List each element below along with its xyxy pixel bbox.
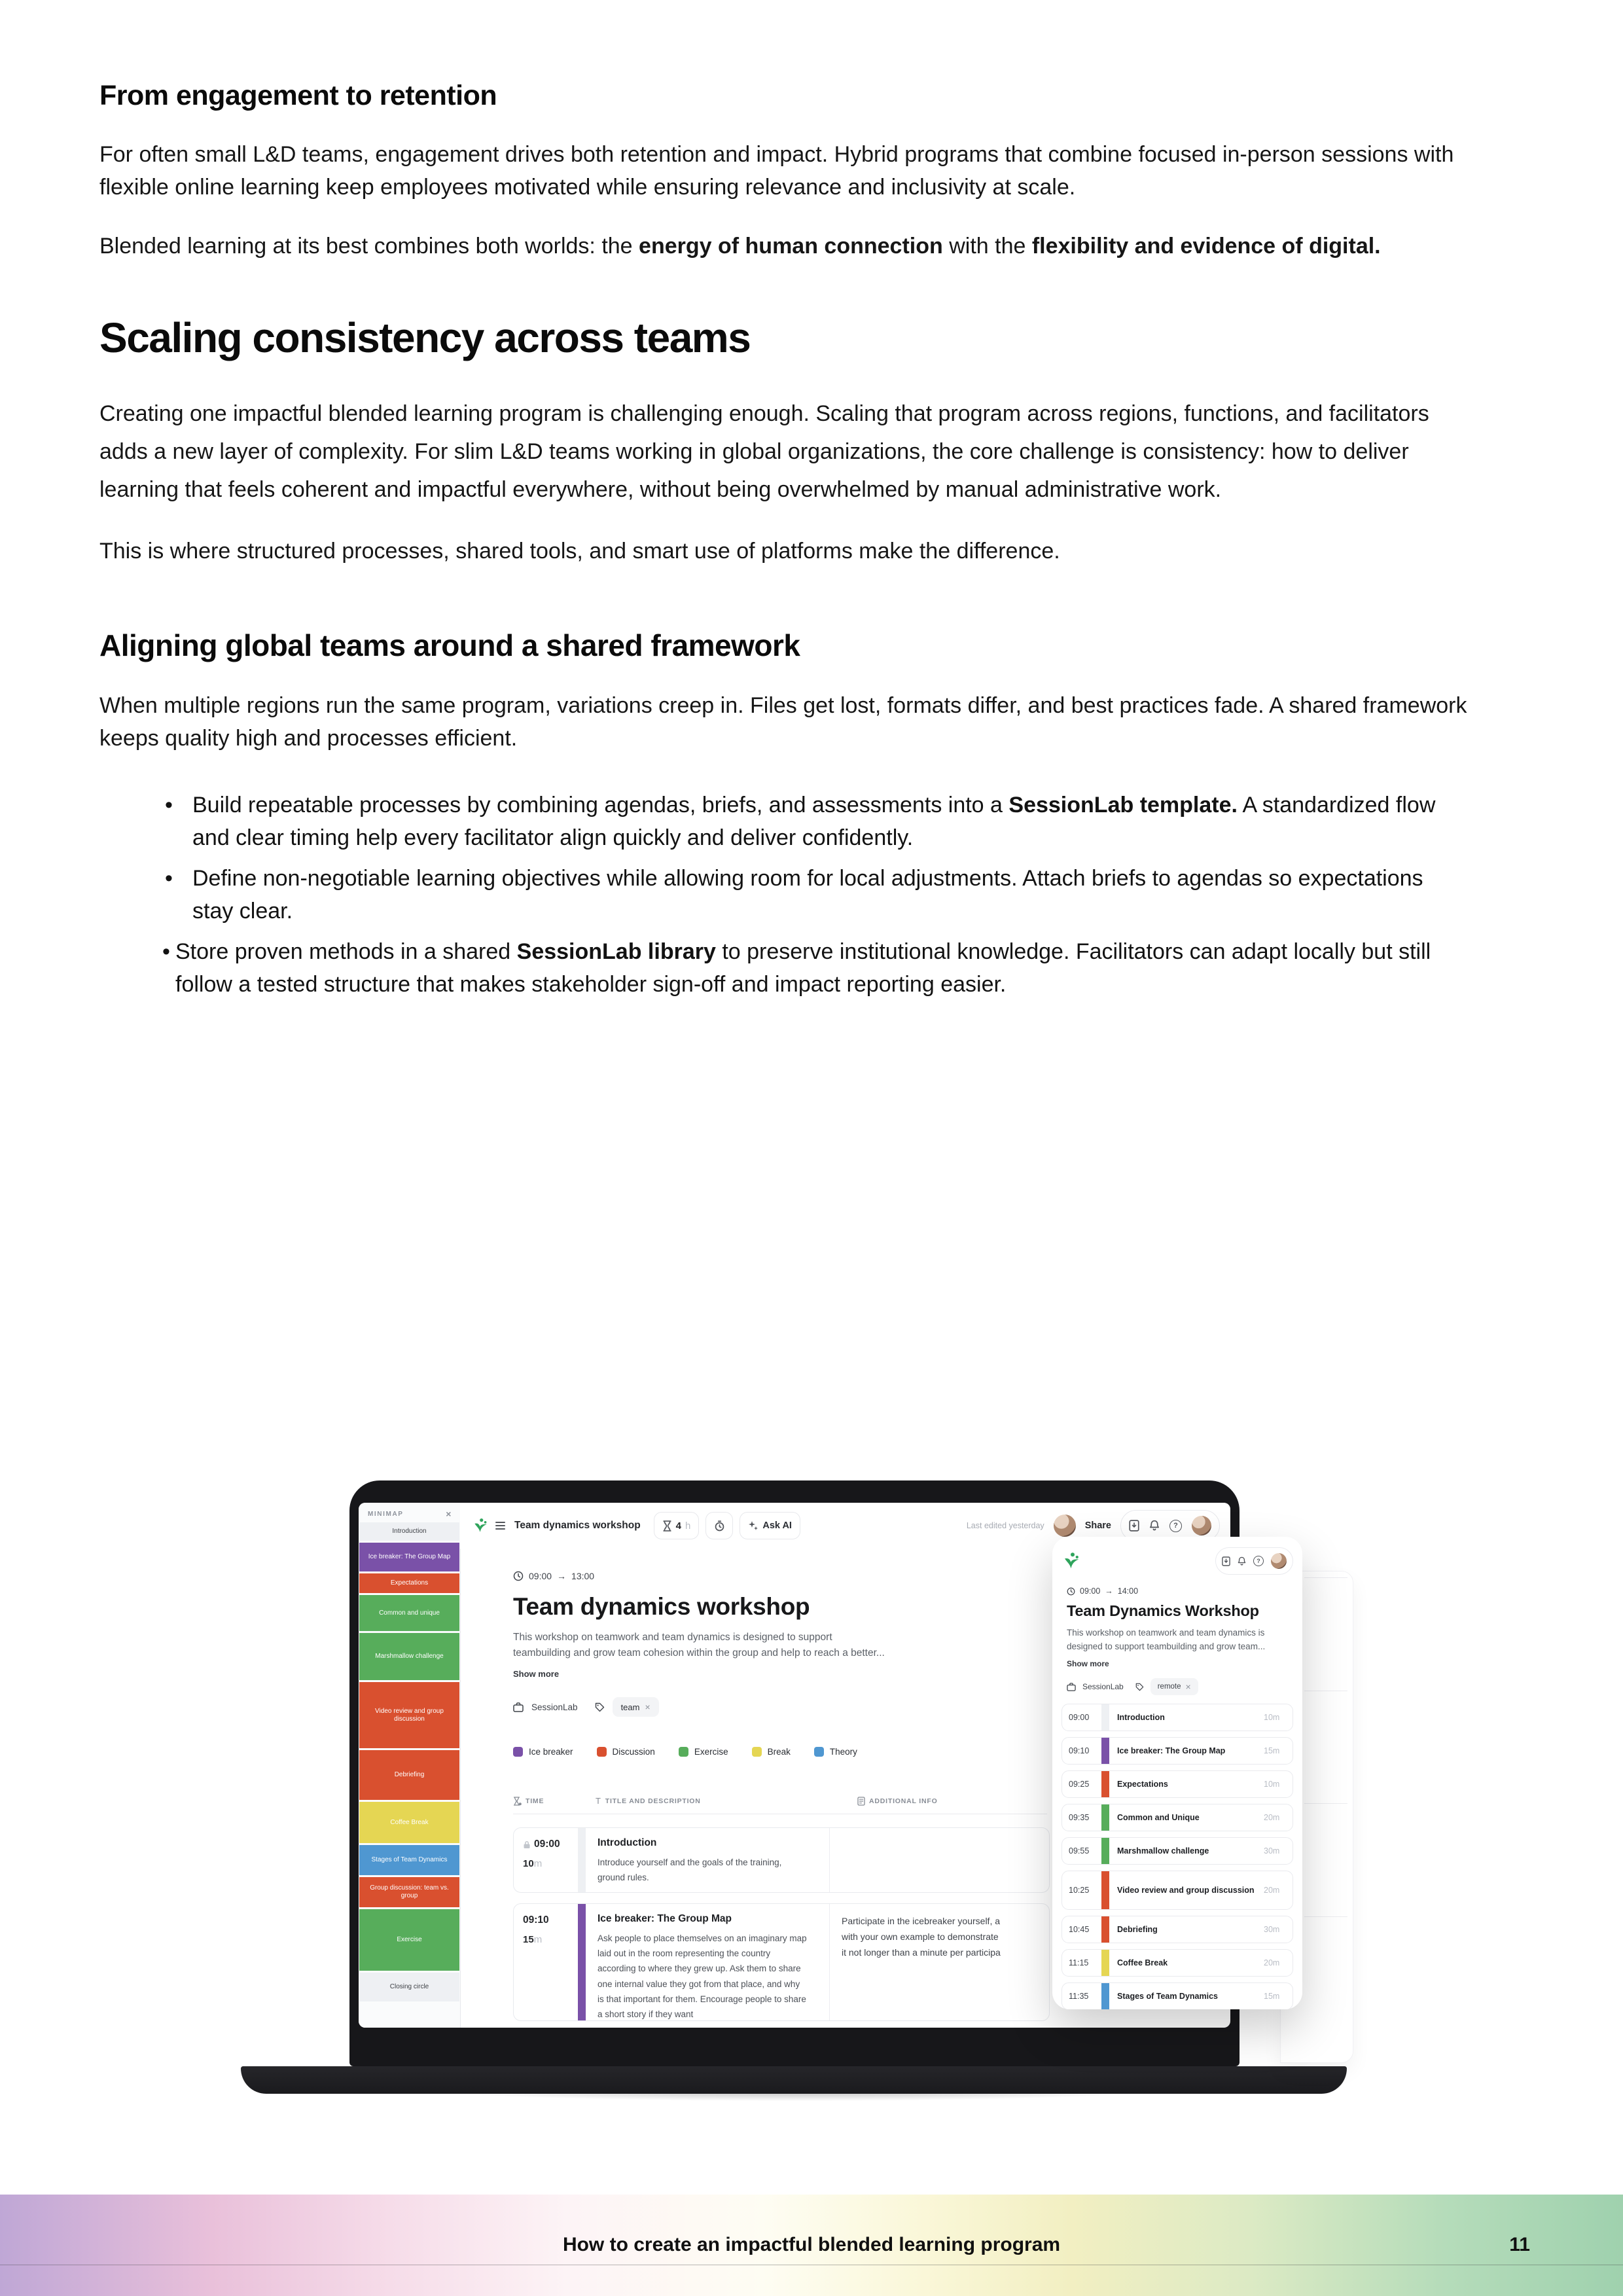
duration-value: 4 [675,1520,682,1532]
brand-label: SessionLab [531,1702,578,1712]
paragraph: When multiple regions run the same program, variations creep in. Files get lost, formats differ, and best practices fade. A shared framework keeps quality high and processes efficient. [99,693,1467,751]
minimap-block[interactable]: Debriefing [359,1750,459,1800]
briefcase-icon [513,1702,524,1712]
agenda-list-item[interactable] [1061,1982,1293,2009]
description-line: Ask people to place themselves on an imaginary map [597,1933,807,1943]
item-label: Ice breaker: The Group Map [1117,1746,1226,1755]
export-document-icon[interactable] [1129,1520,1139,1532]
page-footer [0,2195,1623,2296]
divider [1304,1916,1347,1917]
bullet-item: • Define non-negotiable learning objectives while allowing room for local adjustments. Attach briefs to agendas so expectations stay clear. [99,862,1467,927]
session-title[interactable]: Team dynamics workshop [513,1593,810,1620]
agenda-row[interactable] [513,1903,1050,2021]
item-duration-unit: m [1272,1992,1280,2001]
legend-swatch [513,1747,523,1757]
description-line: is that important for them. Encourage people to share [597,1994,806,2004]
item-label: Marshmallow challenge [1117,1846,1209,1856]
item-duration: 10 [1264,1780,1273,1789]
card-description [1067,1626,1293,1653]
item-label: Common and Unique [1117,1812,1200,1822]
legend-label: Exercise [694,1747,728,1757]
description-line: This workshop on teamwork and team dynamics is [1067,1628,1265,1638]
item-color-bar [1101,1738,1109,1764]
notifications-bell-icon[interactable] [1149,1520,1160,1532]
help-icon[interactable]: ? [1169,1520,1182,1532]
row-additional-info[interactable] [830,1828,1049,1892]
item-color-bar [1101,1916,1109,1943]
remove-tag-icon[interactable]: × [645,1702,651,1712]
divider [1304,1803,1347,1804]
description-line: This workshop on teamwork and team dynamics is designed to support [513,1632,832,1643]
legend-label: Theory [829,1747,857,1757]
item-color-bar [1101,1704,1109,1731]
item-duration-unit: m [1272,1925,1280,1934]
agenda-list-item[interactable] [1061,1871,1293,1910]
show-more-link[interactable]: Show more [513,1669,560,1679]
item-time: 09:25 [1069,1780,1090,1789]
minimap-block[interactable]: Closing circle [359,1973,459,2001]
minimap-block[interactable]: Exercise [359,1909,459,1971]
user-avatar[interactable] [1192,1516,1211,1535]
item-color-bar [1101,1983,1109,2009]
legend-item [513,1747,573,1757]
row-duration-unit: m [533,1934,543,1945]
title-column-icon: T [596,1796,601,1806]
minimap-title: MINIMAP [368,1510,404,1518]
arrow-icon: → [1105,1587,1113,1596]
legend-label: Break [767,1747,791,1757]
tag-chip[interactable] [613,1697,659,1717]
item-duration: 15 [1264,1746,1273,1755]
workshop-title: Team dynamics workshop [514,1520,641,1531]
legend-item [597,1747,655,1757]
end-time: 14:00 [1117,1587,1139,1596]
sessionlab-logo-icon [1061,1551,1081,1571]
item-duration-unit: m [1272,1958,1280,1967]
clock-icon [513,1571,524,1581]
row-description [597,1931,816,2021]
item-duration-unit: m [1272,1780,1280,1789]
bullet-item: • Build repeatable processes by combining agendas, briefs, and assessments into a SessionLab template. A standardized flow and clear timing help every facilitator align quickly and deliver confidently. [99,789,1467,854]
minimap-close-icon[interactable]: × [446,1509,452,1519]
legend-swatch [814,1747,824,1757]
legend-item [814,1747,857,1757]
agenda-list [1061,1704,1293,2009]
info-line: it not longer than a minute per participa [842,1947,1001,1958]
item-label: Stages of Team Dynamics [1117,1991,1218,2001]
paragraph: Creating one impactful blended learning program is challenging enough. Scaling that program across regions, functions, and facilitators adds a new layer of complexity. For slim L&D teams working in global organizations, the core challenge is consistency: how to deliver learning that feels coherent and impactful everywhere, without being overwhelmed by manual administrative work. [99,401,1429,502]
legend-item [752,1747,791,1757]
item-label: Expectations [1117,1779,1168,1789]
item-duration-unit: m [1272,1813,1280,1822]
start-time: 09:00 [529,1571,552,1581]
item-color-bar [1101,1804,1109,1831]
legend-swatch [597,1747,607,1757]
time-column-icon [513,1797,522,1806]
item-time: 09:00 [1069,1713,1090,1722]
item-duration: 10 [1264,1713,1273,1722]
agenda-list-item[interactable] [1061,1704,1293,1731]
notifications-bell-icon[interactable] [1238,1556,1246,1566]
minimap-panel [359,1503,461,2028]
legend-label: Ice breaker [529,1747,573,1757]
item-duration: 20 [1264,1958,1273,1967]
paragraph: For often small L&D teams, engagement drives both retention and impact. Hybrid programs that combine focused in-person sessions with flexible online learning keep employees motivated while ensuring relevance and inclusivity at scale. [99,142,1454,200]
footer-title: How to create an impactful blended learning program [562,2234,1061,2255]
row-duration-unit: m [533,1858,543,1869]
hourglass-icon [662,1520,672,1532]
ask-ai-label: Ask AI [762,1520,792,1531]
description-line: a short story if they want [597,2009,694,2020]
item-time: 09:55 [1069,1846,1090,1856]
export-document-icon[interactable] [1222,1556,1230,1566]
row-start-time: 09:00 [534,1839,560,1850]
item-time: 11:35 [1069,1992,1089,2001]
brand-label: SessionLab [1082,1682,1124,1691]
ask-ai-button[interactable] [740,1512,800,1539]
minimap-block[interactable]: Ice breaker: The Group Map [359,1543,459,1571]
item-time: 09:35 [1069,1813,1090,1822]
item-label: Introduction [1117,1712,1165,1722]
minimap-items [359,1522,460,2001]
mobile-agenda-card [1052,1537,1302,2009]
item-duration-unit: m [1272,1746,1280,1755]
description-line: Introduce yourself and the goals of the training, [597,1857,782,1867]
info-line: with your own example to demonstrate [842,1931,999,1942]
tag-label: remote [1157,1683,1181,1691]
item-duration: 15 [1264,1992,1273,2001]
clock-icon [1067,1587,1075,1596]
minimap-block[interactable]: Video review and group discussion [359,1682,459,1748]
minimap-block[interactable]: Coffee Break [359,1802,459,1843]
sparkle-icon [748,1520,758,1531]
card-title: Team Dynamics Workshop [1067,1602,1259,1619]
page-title: Scaling consistency across teams [99,314,751,361]
item-label: Coffee Break [1117,1958,1168,1967]
info-line: Participate in the icebreaker yourself, a [842,1916,1001,1926]
paragraph: This is where structured processes, shared tools, and smart use of platforms make the difference. [99,539,1060,564]
agenda-list-item[interactable] [1061,1804,1293,1831]
minimap-block[interactable]: Marshmallow challenge [359,1633,459,1680]
item-time: 09:10 [1069,1746,1090,1755]
user-avatar[interactable] [1271,1553,1287,1569]
item-time: 10:45 [1069,1925,1090,1934]
row-start-time: 09:10 [523,1914,549,1926]
tag-chip[interactable] [1150,1678,1198,1695]
item-time: 11:15 [1069,1958,1089,1967]
item-time: 10:25 [1069,1886,1090,1895]
info-column-header[interactable]: ADDITIONAL INFO [869,1797,938,1805]
page-number: 11 [1509,2234,1530,2255]
paragraph: Blended learning at its best combines both worlds: the energy of human connection with the flexibility and evidence of digital. [99,234,1381,259]
item-duration-unit: m [1272,1713,1280,1722]
row-additional-info[interactable] [830,1904,1049,2020]
start-time: 09:00 [1080,1587,1101,1596]
end-time: 13:00 [571,1571,595,1581]
row-title[interactable]: Introduction [597,1837,657,1848]
time-column-header[interactable]: TIME [526,1797,544,1805]
share-button[interactable]: Share [1084,1520,1111,1531]
section-heading-framework: Aligning global teams around a shared framework [99,628,800,662]
arrow-icon: → [557,1571,567,1581]
last-edited-label: Last edited yesterday [966,1521,1044,1530]
divider [1304,1577,1347,1578]
laptop-base [241,2066,1347,2094]
collaborator-avatar[interactable] [1054,1515,1076,1537]
laptop-shadow [268,2089,1322,2123]
agenda-list-item[interactable] [1061,1770,1293,1798]
row-duration: 10 [523,1858,534,1869]
agenda-list-item[interactable] [1061,1949,1293,1977]
tag-icon [1135,1683,1144,1691]
duration-chip[interactable] [654,1512,700,1539]
item-color-bar [1101,1771,1109,1797]
row-color-strip [578,1904,586,2020]
agenda-list-item[interactable] [1061,1837,1293,1865]
row-color-strip [578,1828,586,1892]
item-duration-unit: m [1272,1846,1280,1856]
row-title[interactable]: Ice breaker: The Group Map [597,1913,732,1924]
bullet-item: • Store proven methods in a shared SessionLab library to preserve institutional knowledge. Facilitators can adapt locally but still follow a tested structure that makes stakeholder sign-off and impact reporting easier. [99,935,1467,1001]
description-line: one internal value they got from that place, and why [597,1979,800,1989]
description-line: ground rules. [597,1873,649,1883]
description-line: designed to support teambuilding and grow team... [1067,1641,1266,1651]
info-column-icon [857,1797,865,1806]
sessionlab-logo-icon [472,1517,489,1534]
row-duration: 15 [523,1934,534,1945]
tag-icon [595,1702,605,1712]
title-column-header[interactable]: TITLE AND DESCRIPTION [605,1797,701,1805]
card-icon-group [1215,1547,1293,1575]
menu-icon[interactable] [495,1522,505,1530]
minimap-block[interactable]: Common and unique [359,1595,459,1631]
minimap-block[interactable]: Expectations [359,1573,459,1593]
bullet-list [99,789,1467,1001]
description-line: according to where they grew up. Ask them to share [597,1964,801,1974]
agenda-row[interactable] [513,1827,1050,1893]
document-body [99,0,1467,1001]
show-more-link[interactable]: Show more [1067,1659,1109,1668]
timer-button[interactable] [705,1512,733,1539]
item-duration: 20 [1264,1886,1273,1895]
agenda-list-item[interactable] [1061,1916,1293,1943]
stopwatch-icon [714,1520,725,1532]
help-icon[interactable]: ? [1253,1556,1264,1566]
description-line: laid out in the room representing the country [597,1948,771,1959]
lock-icon [523,1840,531,1849]
duration-unit: h [685,1520,691,1532]
item-color-bar [1101,1871,1109,1909]
item-duration: 30 [1264,1846,1273,1856]
legend-swatch [752,1747,762,1757]
section-heading-engagement: From engagement to retention [99,80,497,111]
item-color-bar [1101,1950,1109,1976]
item-color-bar [1101,1838,1109,1864]
card-time-range [1067,1587,1293,1596]
legend-label: Discussion [612,1747,655,1757]
legend-item [679,1747,728,1757]
tag-label: team [620,1702,640,1712]
remove-tag-icon[interactable]: × [1185,1681,1191,1692]
item-label: Video review and group discussion [1117,1885,1255,1895]
briefcase-icon [1067,1683,1076,1691]
item-duration: 30 [1264,1925,1273,1934]
minimap-block[interactable]: Introduction [359,1522,459,1541]
minimap-block[interactable]: Group discussion: team vs. group [359,1877,459,1907]
item-label: Debriefing [1117,1924,1158,1934]
description-line: teambuilding and grow team cohesion within the group and help to reach a better... [513,1647,885,1659]
legend-swatch [679,1747,688,1757]
row-description [597,1855,816,1885]
minimap-block[interactable]: Stages of Team Dynamics [359,1845,459,1875]
card-tags-row [1067,1678,1293,1695]
item-duration: 20 [1264,1813,1273,1822]
item-duration-unit: m [1272,1886,1280,1895]
agenda-list-item[interactable] [1061,1737,1293,1765]
